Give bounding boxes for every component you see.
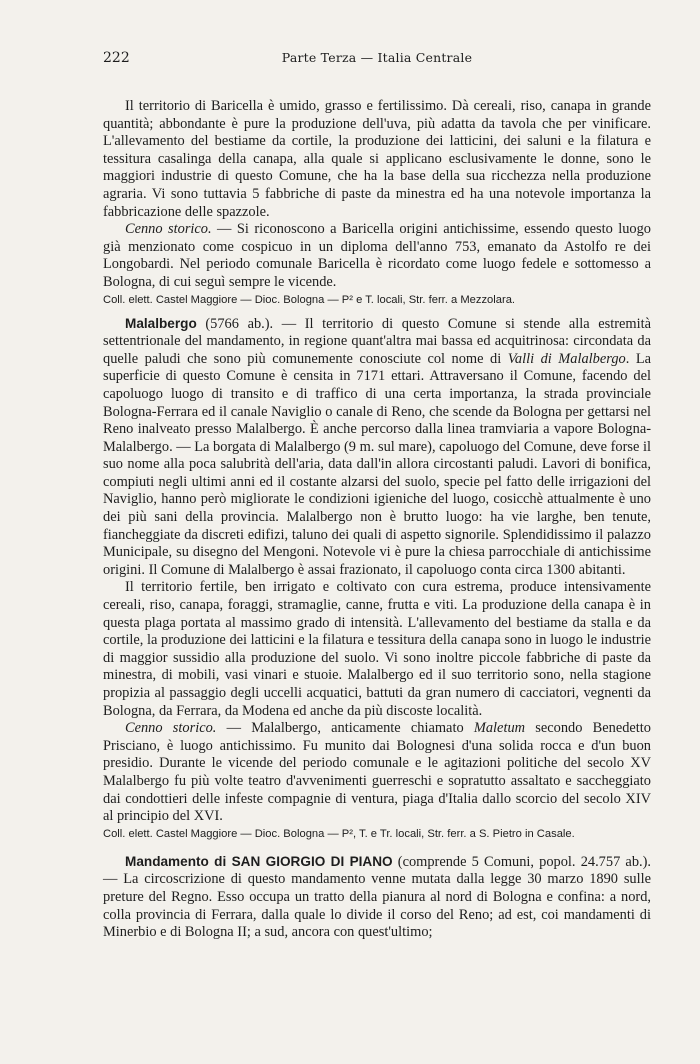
malalbergo-heading: Malalbergo bbox=[125, 315, 197, 331]
history-text-a: — Malalbergo, anticamente chiamato bbox=[216, 720, 474, 737]
baricella-admin-note: Coll. elett. Castel Maggiore — Dioc. Bologna — P² e T. locali, Str. ferr. a Mezzolara. bbox=[103, 293, 516, 306]
body-text bbox=[103, 98, 651, 942]
mandamento-label: Mandamento di bbox=[125, 853, 232, 869]
baricella-history-paragraph bbox=[103, 221, 651, 291]
malalbergo-valli: Valli di Malalbergo bbox=[507, 350, 626, 367]
page-number: 222 bbox=[103, 50, 130, 66]
history-label: Cenno storico. bbox=[125, 221, 212, 238]
running-title: Parte Terza — Italia Centrale bbox=[281, 50, 473, 65]
malalbergo-history-paragraph bbox=[103, 720, 651, 826]
maletum-term: Maletum bbox=[473, 720, 526, 737]
malalbergo-paragraph bbox=[103, 315, 651, 580]
malalbergo-territory-paragraph: Il territorio fertile, ben irrigato e coltivato con cura estrema, produce intensivamente cereali, riso, canapa, foraggi, stramaglie, canne, frutta e viti. La produzione della canapa è in questa plaga portata al massimo grado di intensità. L'allevamento del bestiame da stalla e da cortile, la produzione dei latticini e la filatura e tessitura della canapa sono in luogo le industrie di maggior sussidio alla produzione del suolo. Vi sono inoltre piccole fabbriche di paste da minestra, di mobili, vasi vinari e stuoie. Malalbergo ed il suo territorio sono, nella stagione propizia al passaggio degli uccelli acquatici, battuti da gran numero di cacciatori, vegnenti da Bologna, da Ferrara, da Modena ed anche da più discoste località. bbox=[103, 579, 651, 719]
history-text: — Si riconoscono a Baricella origini antichissime, essendo questo luogo già menzionato come cospicuo in un diploma dell'anno 753, emanato da Astolfo re dei Longobardi. Nel periodo comunale Baricella è ricordato come luogo fedele e sottomesso a Bologna, di cui seguì sempre le vicende. bbox=[103, 221, 651, 290]
mandamento-name: SAN GIORGIO DI PIANO bbox=[231, 853, 393, 869]
malalbergo-admin-note: Coll. elett. Castel Maggiore — Dioc. Bologna — P², T. e Tr. locali, Str. ferr. a S. Pietro in Casale. bbox=[103, 827, 575, 840]
history-text-b: secondo Benedetto Prisciano, è luogo antichissimo. Fu munito dai Bolognesi d'una solida rocca e d'un buon presidio. Durante le vicende del periodo comunale e le agitazioni politiche del secolo XV Malalbergo fu più volte teatro d'avvenimenti guerreschi e sopratutto assaltato e saccheggiato dai condottieri delle infeste compagnie di ventura, piaga d'Italia dallo scorcio del secolo XIV al principio del XVI. bbox=[103, 720, 651, 825]
mandamento-text: (comprende 5 Comuni, popol. 24.757 ab.). — La circoscrizione di questo mandamento venne mutata dalla legge 30 marzo 1890 sulle preture del Regno. Esso occupa un tratto della pianura al nord di Bologna e confina: a nord, colla provincia di Ferrara, dalla quale lo divide il corso del Reno; ad est, coi mandamenti di Minerbio e di Bologna II; a sud, ancora con quest'ultimo; bbox=[103, 853, 651, 941]
mandamento-paragraph bbox=[103, 853, 651, 942]
malalbergo-text-a: (5766 ab.). — Il territorio di questo Comune si stende alla estremità settentrionale del mandamento, in regione quant'altra mai bassa ed acquitrinosa: circondata da quelle paludi che sono più comunemente conosciute col nome di bbox=[103, 315, 651, 367]
history-label: Cenno storico. bbox=[125, 720, 217, 737]
malalbergo-text-b: . La superficie di questo Comune è censita in 7171 ettari. Attraversano il Comune, facendo del capoluogo luogo di transito e di traffico di una certa importanza, la strada provinciale Bologna-Ferrara ed il canale Naviglio o canale di Reno, che scende da Bologna per gettarsi nel Reno inalveato presso Malalbergo. È anche percorso dalla linea tramviaria a vapore Bologna-Malalbergo. — La borgata di Malalbergo (9 m. sul mare), capoluogo del Comune, deve forse il suo nome alla poca salubrità dell'aria, data dall'in allora circostanti paludi. Lavori di bonifica, compiuti negli ultimi anni ed il costante alzarsi del suolo, specie pel fatto delle irrigazioni del Naviglio, hanno però migliorate le condizioni igieniche del luogo, cosicchè attualmente è uno dei più sani della provincia. Malalbergo non è brutto luogo: ha vie larghe, ben tenute, fiancheggiate da discreti edifizi, taluno dei quali di aspetto signorile. Splendidissimo il palazzo Municipale, su disegno del Mengoni. Notevole vi è pure la chiesa parrocchiale di antichissime origini. Il Comune di Malalbergo è assai frazionato, il capoluogo conta circa 1300 abitanti. bbox=[103, 350, 651, 578]
page-header bbox=[103, 50, 651, 70]
baricella-paragraph: Il territorio di Baricella è umido, grasso e fertilissimo. Dà cereali, riso, canapa in grande quantità; abbondante è pure la produzione dell'uva, più adatta da tavola che per vinificare. L'allevamento del bestiame da cortile, la produzione dei latticini, dei saluni e la filatura e tessitura casalinga della canapa, alla quale si applicano esclusivamente le donne, sono le maggiori industrie di questo Comune, che ha la base della sua ricchezza nella produzione agraria. Vi sono tuttavia 5 fabbriche di paste da minestra ed ha una notevole importanza la fabbricazione delle spazzole. bbox=[103, 98, 651, 220]
